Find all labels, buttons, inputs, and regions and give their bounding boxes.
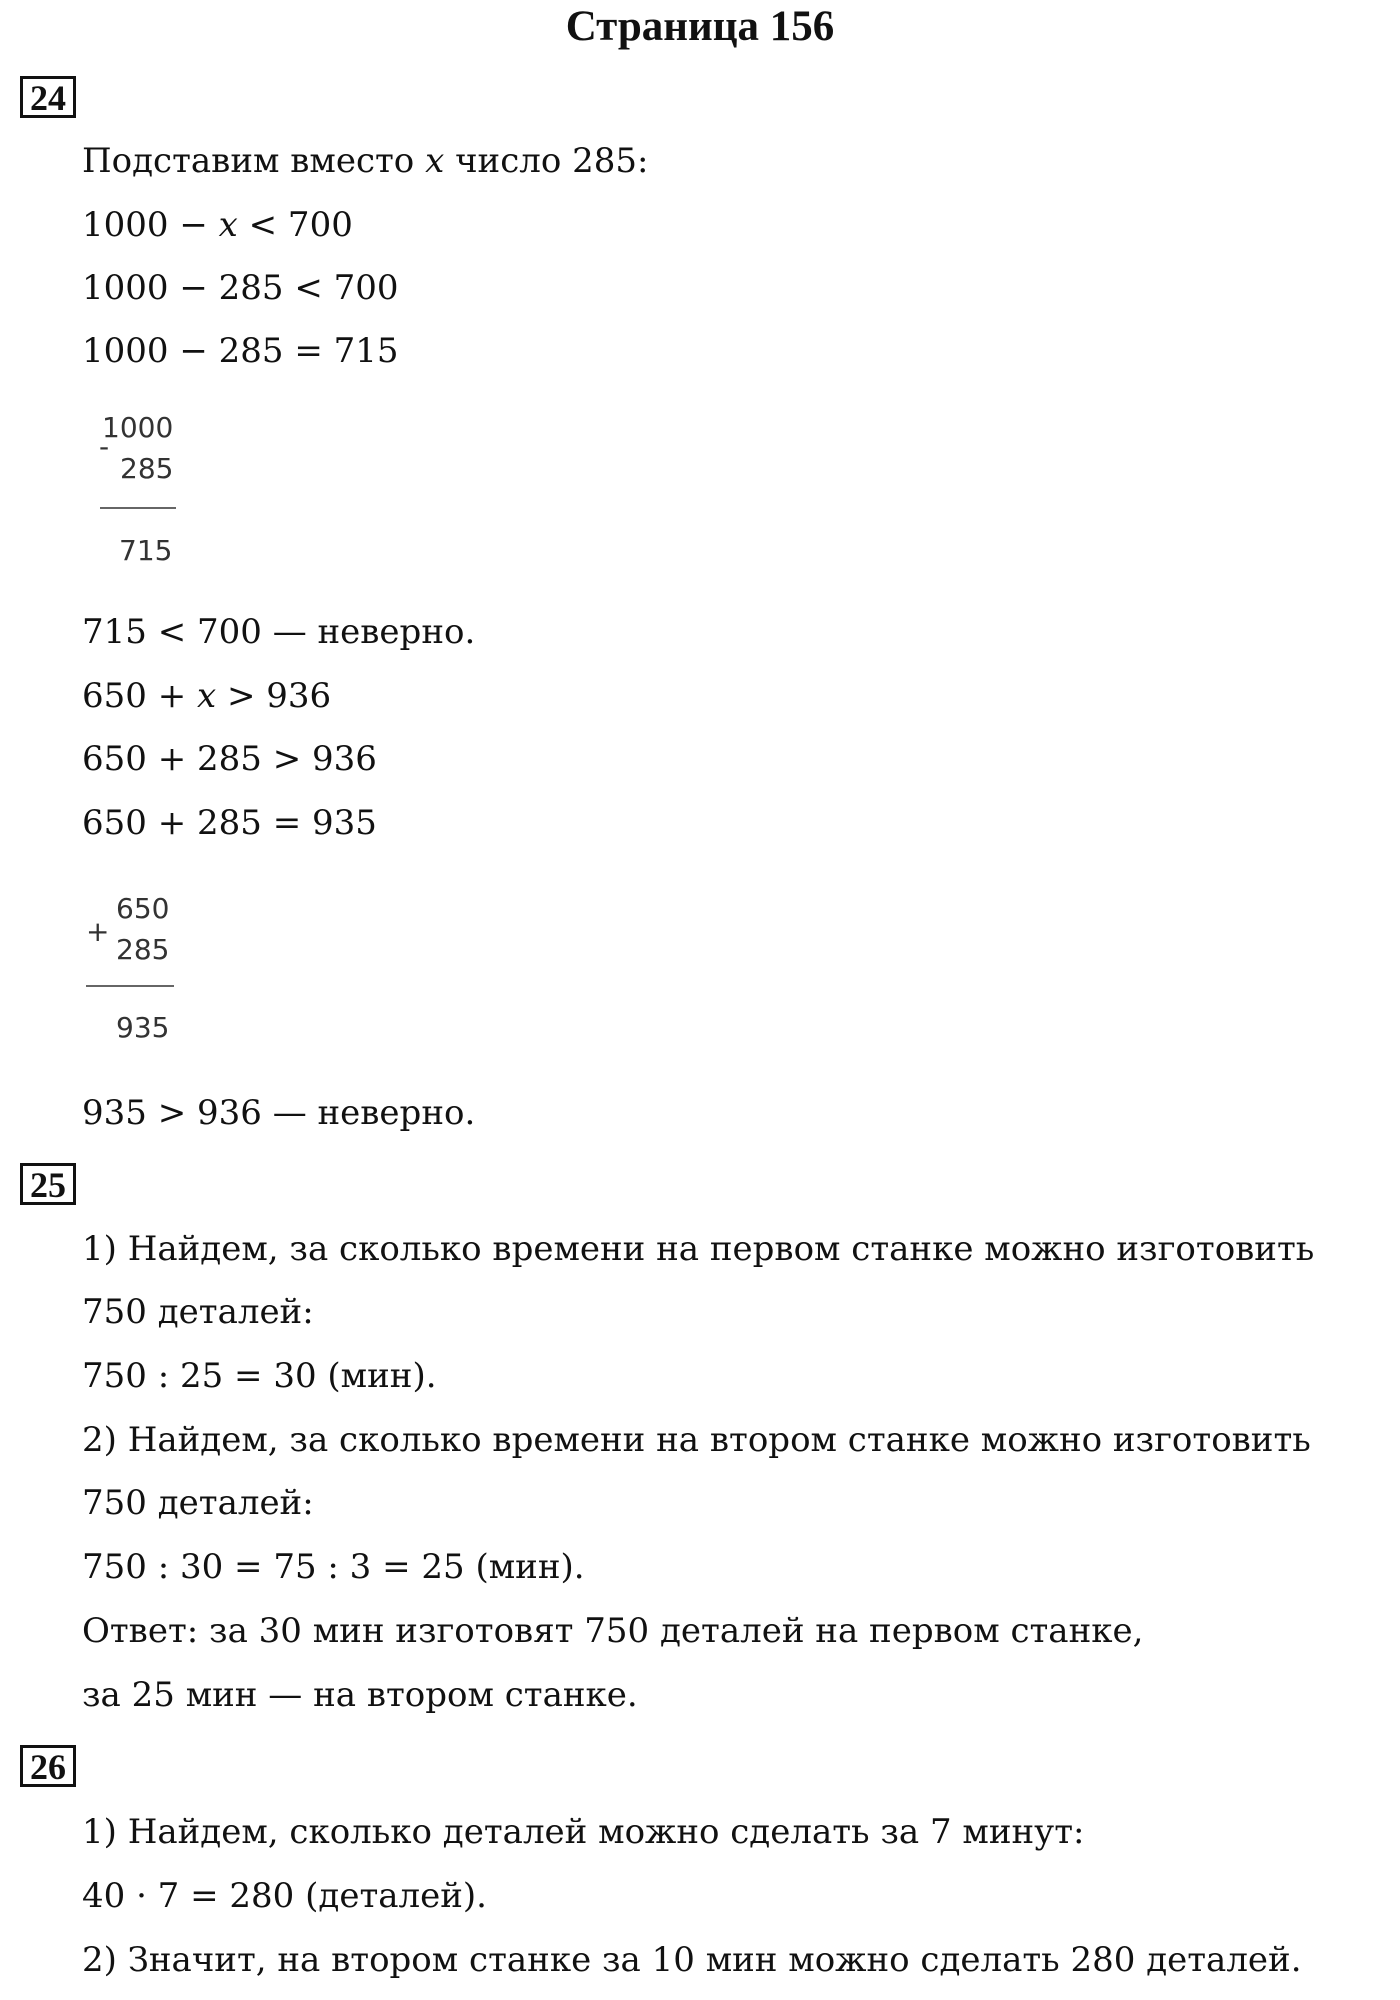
calc2-top: 650 — [116, 892, 170, 925]
ineq1-right: < 700 — [237, 205, 353, 245]
task24-intro-text-b: число 285: — [444, 141, 649, 181]
task25-line: 2) Найдем, за сколько времени на втором станке можно изготовить — [82, 1420, 1311, 1460]
task25-answer: за 25 мин — на втором станке. — [82, 1675, 638, 1715]
calc2-bottom: 285 — [116, 933, 170, 966]
calc2-rule — [86, 985, 174, 987]
ineq1-var: x — [218, 205, 238, 245]
task24-substitution-1: 1000 − 285 < 700 — [82, 268, 399, 308]
calc2-sign: + — [86, 915, 110, 948]
calc1-bottom: 285 — [120, 452, 174, 485]
task-number-24: 24 — [20, 76, 76, 118]
ineq2-left: 650 + — [82, 676, 197, 716]
ineq2-right: > 936 — [216, 676, 332, 716]
task25-line: 1) Найдем, за сколько времени на первом станке можно изготовить — [82, 1229, 1315, 1269]
task24-verdict-1: 715 < 700 — неверно. — [82, 612, 476, 652]
task24-inequality-2 — [82, 676, 331, 716]
calc1-rule — [100, 507, 176, 509]
ineq2-var: x — [197, 676, 217, 716]
task24-substitution-2: 650 + 285 > 936 — [82, 739, 377, 779]
calc1-result: 715 — [119, 534, 173, 567]
task24-intro-text-a: Подставим вместо — [82, 141, 426, 181]
calc2-result: 935 — [116, 1011, 170, 1044]
task24-computation-2: 650 + 285 = 935 — [82, 803, 377, 843]
task25-line: 750 деталей: — [82, 1292, 314, 1332]
calc1-top: 1000 — [102, 411, 174, 444]
task25-line: 750 : 30 = 75 : 3 = 25 (мин). — [82, 1547, 585, 1587]
task-number-25: 25 — [20, 1163, 76, 1205]
task24-intro — [82, 141, 648, 181]
task24-intro-var: x — [425, 141, 445, 181]
task25-line: 750 : 25 = 30 (мин). — [82, 1356, 437, 1396]
task24-computation-1: 1000 − 285 = 715 — [82, 331, 399, 371]
task26-line: 2) Значит, на втором станке за 10 мин можно сделать 280 деталей. — [82, 1940, 1302, 1980]
task26-line: 40 · 7 = 280 (деталей). — [82, 1876, 487, 1916]
page-title: Страница 156 — [565, 3, 835, 50]
task25-answer: Ответ: за 30 мин изготовят 750 деталей на первом станке, — [82, 1611, 1144, 1651]
task24-verdict-2: 935 > 936 — неверно. — [82, 1093, 476, 1133]
task-number-26: 26 — [20, 1745, 76, 1787]
task26-line: 1) Найдем, сколько деталей можно сделать за 7 минут: — [82, 1812, 1085, 1852]
task25-line: 750 деталей: — [82, 1483, 314, 1523]
ineq1-left: 1000 − — [82, 205, 219, 245]
task24-inequality-1 — [82, 205, 353, 245]
calc1-sign: - — [99, 430, 110, 463]
